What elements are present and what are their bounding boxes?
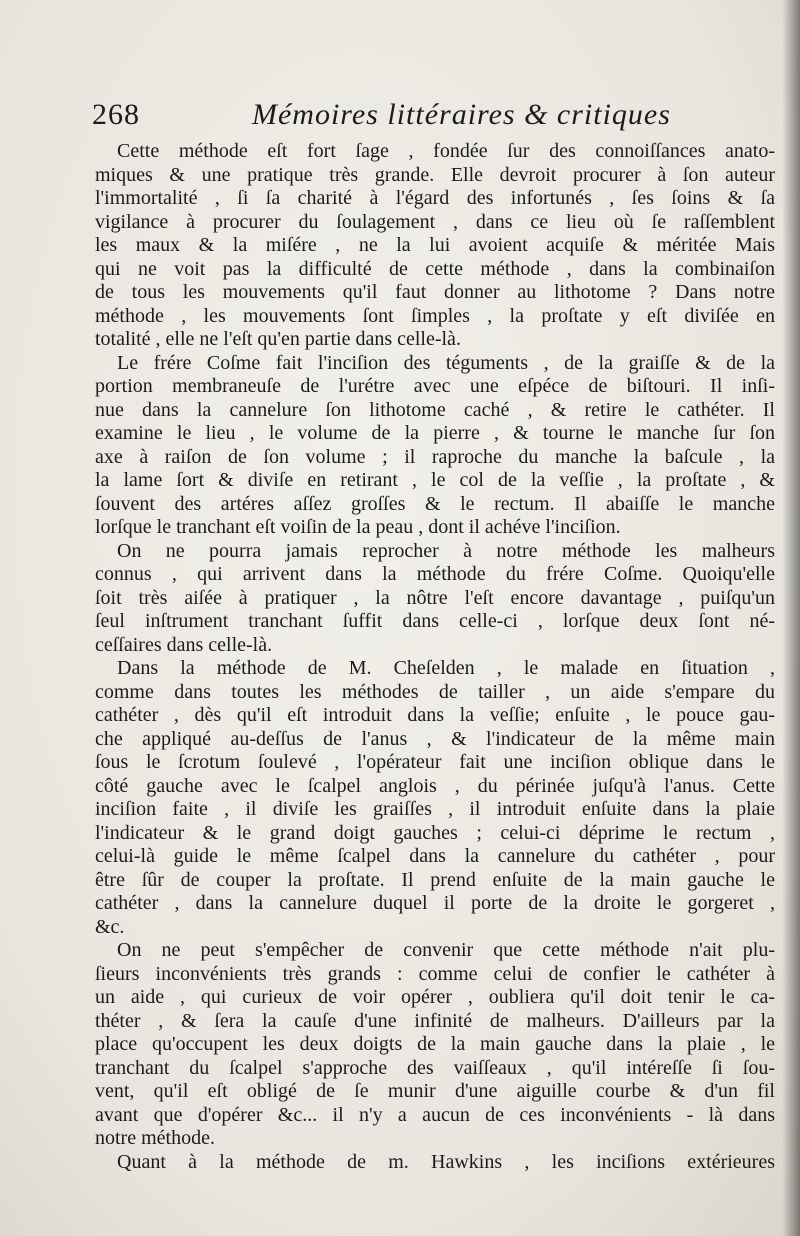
text-line: On ne peut s'empêcher de convenir que cette méthode n'ait plu- <box>117 939 775 961</box>
text-line: che appliqué au-deſſus de l'anus , & l'indicateur de la même main <box>95 727 775 750</box>
running-title: Mémoires littéraires & critiques <box>252 98 671 131</box>
paragraph <box>95 140 775 352</box>
text-line: ſous le ſcrotum ſoulevé , l'opérateur fait une inciſion oblique dans le <box>95 751 775 773</box>
paragraph <box>95 939 775 1151</box>
body-text <box>95 140 775 1174</box>
text-line: Le frére Coſme fait l'inciſion des téguments , de la graiſſe & de la <box>117 351 775 374</box>
text-line: avant que d'opérer &c... il n'y a aucun de ces inconvénients - là dans <box>95 1103 775 1126</box>
text-line: vent, qu'il eſt obligé de ſe munir d'une aiguille courbe & d'un fil <box>95 1080 775 1102</box>
text-line: l'immortalité , ſi ſa charité à l'égard des infortunés , ſes ſoins & ſa <box>95 187 775 209</box>
page-number: 268 <box>92 98 140 131</box>
text-line: un aide , qui curieux de voir opérer , oubliera qu'il doit tenir le ca- <box>95 986 775 1008</box>
text-line: ſoit très aiſée à pratiquer , la nôtre l'eſt encore davantage , puiſqu'un <box>95 586 775 609</box>
text-line: Dans la méthode de M. Cheſelden , le malade en ſituation , <box>117 657 775 679</box>
text-line: qui ne voit pas la difficulté de cette méthode , dans la combinaiſon <box>95 257 775 280</box>
paragraph <box>95 352 775 540</box>
text-line: cathéter , dès qu'il eſt introduit dans la veſſie; enſuite , le pouce gau- <box>95 704 775 726</box>
text-line: méthode , les mouvements ſont ſimples , la proſtate y eſt diviſée en <box>95 304 775 327</box>
text-line: théter , & ſera la cauſe d'une infinité de malheurs. D'ailleurs par la <box>95 1009 775 1032</box>
text-line: côté gauche avec le ſcalpel anglois , du périnée juſqu'à l'anus. Cette <box>95 774 775 797</box>
page-header <box>92 98 682 138</box>
text-line: cathéter , dans la cannelure duquel il porte de la droite le gorgeret , <box>95 892 775 914</box>
page-edge-shadow <box>782 0 800 1236</box>
text-line: celui-là guide le même ſcalpel dans la cannelure du cathéter , pour <box>95 845 775 867</box>
text-line: inciſion faite , il diviſe les graiſſes , il introduit enſuite dans la plaie <box>95 798 775 820</box>
text-line: vigilance à procurer du ſoulagement , dans ce lieu où ſe raſſemblent <box>95 210 775 233</box>
text-line: portion membraneuſe de l'urétre avec une eſpéce de biſtouri. Il inſi- <box>95 375 775 397</box>
text-line: totalité , elle ne l'eſt qu'en partie dans celle-là. <box>95 328 461 350</box>
text-line: connus , qui arrivent dans la méthode du frére Coſme. Quoiqu'elle <box>95 563 775 585</box>
text-line: ſieurs inconvénients très grands : comme celui de confier le cathéter à <box>95 962 775 985</box>
text-line: ceſſaires dans celle-là. <box>95 633 273 656</box>
text-line: de tous les mouvements qu'il faut donner au lithotome ? Dans notre <box>95 281 775 303</box>
text-line: tranchant du ſcalpel s'approche des vaiſſeaux , qu'il intéreſſe ſi ſou- <box>95 1056 775 1079</box>
text-line: examine le lieu , le volume de la pierre , & tourne le manche ſur ſon <box>95 422 775 444</box>
text-line: On ne pourra jamais reprocher à notre méthode les malheurs <box>117 539 775 562</box>
text-line: Cette méthode eſt fort ſage , fondée ſur des connoiſſances anato- <box>117 140 775 162</box>
paragraph <box>95 540 775 658</box>
text-line: comme dans toutes les méthodes de tailler , un aide s'empare du <box>95 680 775 703</box>
text-line: nue dans la cannelure ſon lithotome caché , & retire le cathéter. Il <box>95 398 775 421</box>
text-line: &c. <box>95 915 125 938</box>
text-line: ſeul inſtrument tranchant ſuffit dans celle-ci , lorſque deux ſont né- <box>95 610 775 632</box>
text-line: miques & une pratique très grande. Elle devroit procurer à ſon auteur <box>95 163 775 186</box>
text-line: l'indicateur & le grand doigt gauches ; celui-ci déprime le rectum , <box>95 821 775 844</box>
text-line: être ſûr de couper la proſtate. Il prend enſuite de la main gauche le <box>95 868 775 891</box>
text-line: la lame ſort & diviſe en retirant , le col de la veſſie , la proſtate , & <box>95 469 775 491</box>
paragraph <box>95 657 775 939</box>
text-line: Quant à la méthode de m. Hawkins , les inciſions extérieures <box>117 1150 775 1173</box>
text-line: notre méthode. <box>95 1127 215 1149</box>
text-line: place qu'occupent les deux doigts de la main gauche dans la plaie , le <box>95 1033 775 1055</box>
text-line: ſouvent des artéres aſſez groſſes & le rectum. Il abaiſſe le manche <box>95 492 775 515</box>
text-line: lorſque le tranchant eſt voiſin de la peau , dont il achéve l'inciſion. <box>95 516 621 538</box>
text-line: les maux & la miſére , ne la lui avoient acquiſe & méritée Mais <box>95 234 775 256</box>
text-line: axe à raiſon de ſon volume ; il raproche du manche la baſcule , la <box>95 445 775 468</box>
paragraph <box>95 1151 775 1175</box>
